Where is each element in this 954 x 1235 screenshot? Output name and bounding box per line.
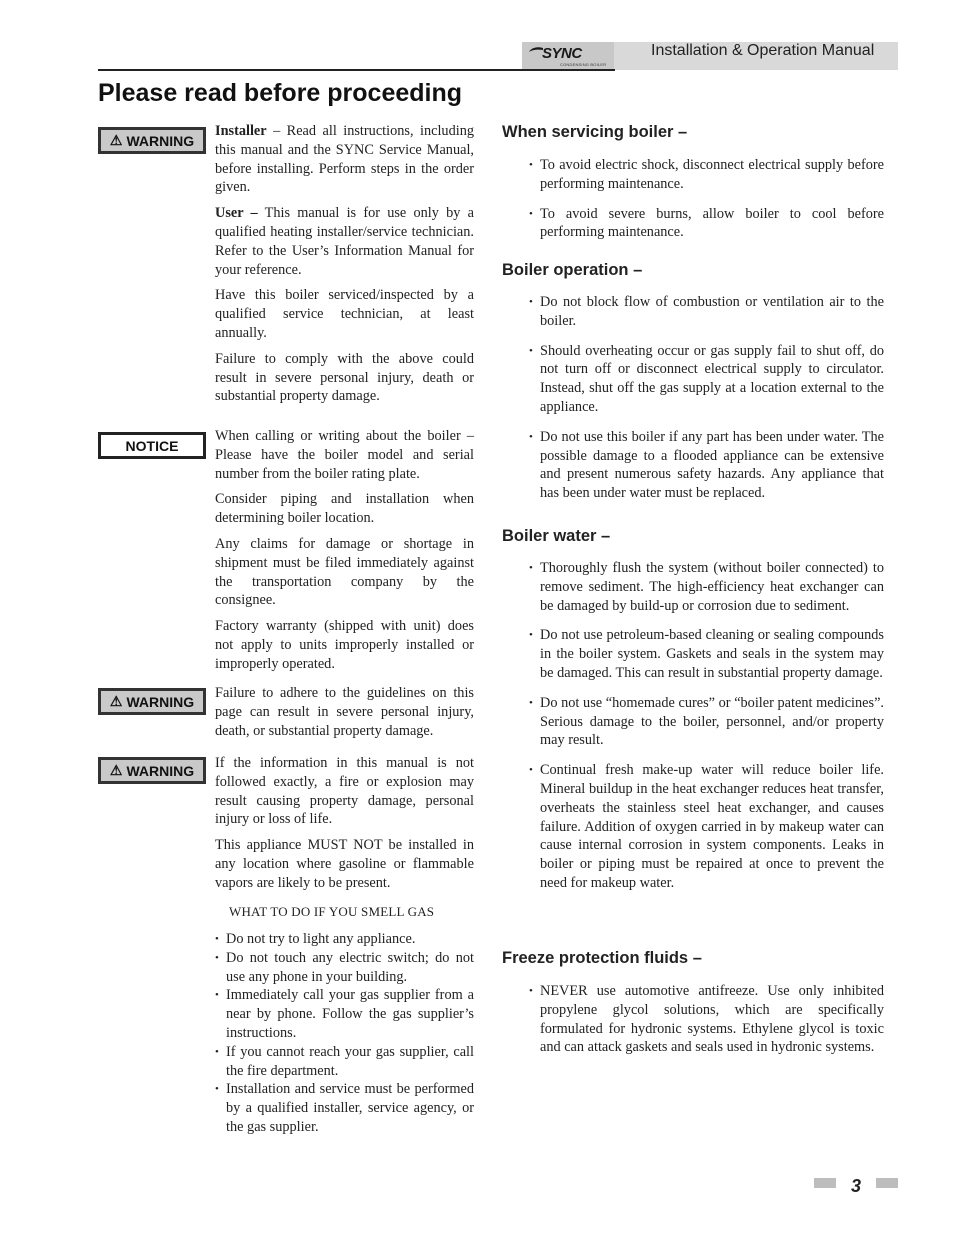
paragraph: Any claims for damage or shortage in shipment must be filed immediately against the transportation company by the consignee. [215,535,474,609]
page-number: 3 [851,1176,862,1196]
list-item: • Do not block flow of combustion or ventilation air to the boiler. [527,293,884,331]
list-item: • Immediately call your gas supplier from a near by phone. Follow the gas supplier’s instructions. [215,986,474,1042]
brand-logo [522,42,614,70]
paragraph: Failure to adhere to the guidelines on this page can result in severe personal injury, death, or substantial property damage. [215,685,474,739]
list-item: • If you cannot reach your gas supplier, call the fire department. [215,1043,474,1081]
header-rule [98,69,615,71]
user-paragraph [215,204,474,279]
footer-bar-left [814,1178,836,1188]
section-heading-water: Boiler water – [502,527,611,545]
user-label: User – [215,205,258,222]
page-title: Please read before proceeding [98,79,463,107]
list-item: • To avoid severe burns, allow boiler to cool before performing maintenance. [527,205,884,243]
installer-text: – Read all instructions, including this manual and the SYNC Service Manual, before installing. Perform steps in the order given. [215,123,474,196]
list-item: • Do not use this boiler if any part has been under water. The possible damage to a flooded appliance can be extensive and present numerous safety hazards. Any appliance that has been under water must be replaced. [527,428,884,503]
list-item: • Should overheating occur or gas supply fail to shut off, do not turn off or disconnect electrical supply to circulator. Instead, shut off the gas supply at a location external to the appliance. [527,342,884,417]
user-text: This manual is for use only by a qualified heating installer/service technician. Refer to the User’s Information Manual for your reference. [215,205,474,278]
paragraph: Failure to comply with the above could result in severe personal injury, death or substantial property damage. [215,350,474,405]
section-heading-servicing: When servicing boiler – [502,123,688,141]
servicing-list [527,156,884,253]
freeze-list [527,982,884,1068]
warning-triangle-icon: ⚠ [109,693,123,709]
installer-paragraph [215,122,474,197]
warning1-text [215,122,474,413]
notice-badge [98,432,206,459]
warning-triangle-icon: ⚠ [109,762,123,778]
notice-text [215,427,474,681]
section-heading-freeze: Freeze protection fluids – [502,949,702,967]
installer-label: Installer [215,123,267,139]
warning-triangle-icon: ⚠ [109,132,123,148]
list-item: • Do not use “homemade cures” or “boiler patent medicines”. Serious damage to the boiler, personnel, and/or property may result. [527,694,884,750]
warning-badge [98,757,206,784]
water-list [527,559,884,904]
warning-label: WARNING [126,762,195,779]
smell-gas-list [215,930,474,1137]
paragraph: Have this boiler serviced/inspected by a qualified service technician, at least annually. [215,287,474,341]
warning-badge [98,688,206,715]
paragraph: This appliance MUST NOT be installed in any location where gasoline or flammable vapors are likely to be present. [215,837,474,891]
warning-label: WARNING [126,693,195,710]
list-item: • Do not use petroleum-based cleaning or sealing compounds in the boiler system. Gaskets and seals in the system may be damaged. This can result in substantial property damage. [527,626,884,682]
paragraph: Consider piping and installation when determining boiler location. [215,491,474,527]
paragraph: When calling or writing about the boiler – Please have the boiler model and serial number from the boiler rating plate. [215,428,474,482]
brand-name: SYNC [542,45,582,62]
section-heading-operation: Boiler operation – [502,261,643,279]
paragraph: If the information in this manual is not followed exactly, a fire or explosion may result causing property damage, personal injury or loss of life. [215,755,474,828]
operation-list [527,293,884,514]
list-item: • NEVER use automotive antifreeze. Use only inhibited propylene glycol solutions, which are specifically formulated for hydronic systems. Ethylene glycol is toxic and can attack gaskets and seals used in hydronic systems. [527,982,884,1057]
notice-label: NOTICE [125,437,179,454]
manual-title: Installation & Operation Manual [651,42,875,59]
brand-subtitle: CONDENSING BOILER [560,62,607,67]
warning-label: WARNING [126,132,195,149]
warning3-text [215,754,474,900]
list-item: • Continual fresh make-up water will reduce boiler life. Mineral buildup in the heat exchanger reduces heat transfer, overheats the stainless steel heat exchanger, and causes failure. Addition of oxygen carried in by makeup water can cause internal corrosion in system components. Leaks in boiler or piping must be repaired at once to prevent the need for makeup water. [527,761,884,893]
list-item: • Do not touch any electric switch; do not use any phone in your building. [215,949,474,987]
list-item: • To avoid electric shock, disconnect electrical supply before performing maintenance. [527,156,884,194]
smell-gas-heading: WHAT TO DO IF YOU SMELL GAS [229,904,435,919]
list-item: • Installation and service must be performed by a qualified installer, service agency, or the gas supplier. [215,1080,474,1136]
footer-bar-right [876,1178,898,1188]
warning2-text [215,684,474,747]
warning-badge [98,127,206,154]
list-item: • Thoroughly flush the system (without boiler connected) to remove sediment. The high-efficiency heat exchanger can be damaged by build-up or corrosion due to sediment. [527,559,884,615]
list-item: • Do not try to light any appliance. [215,930,474,949]
paragraph: Factory warranty (shipped with unit) does not apply to units improperly installed or improperly operated. [215,618,474,672]
